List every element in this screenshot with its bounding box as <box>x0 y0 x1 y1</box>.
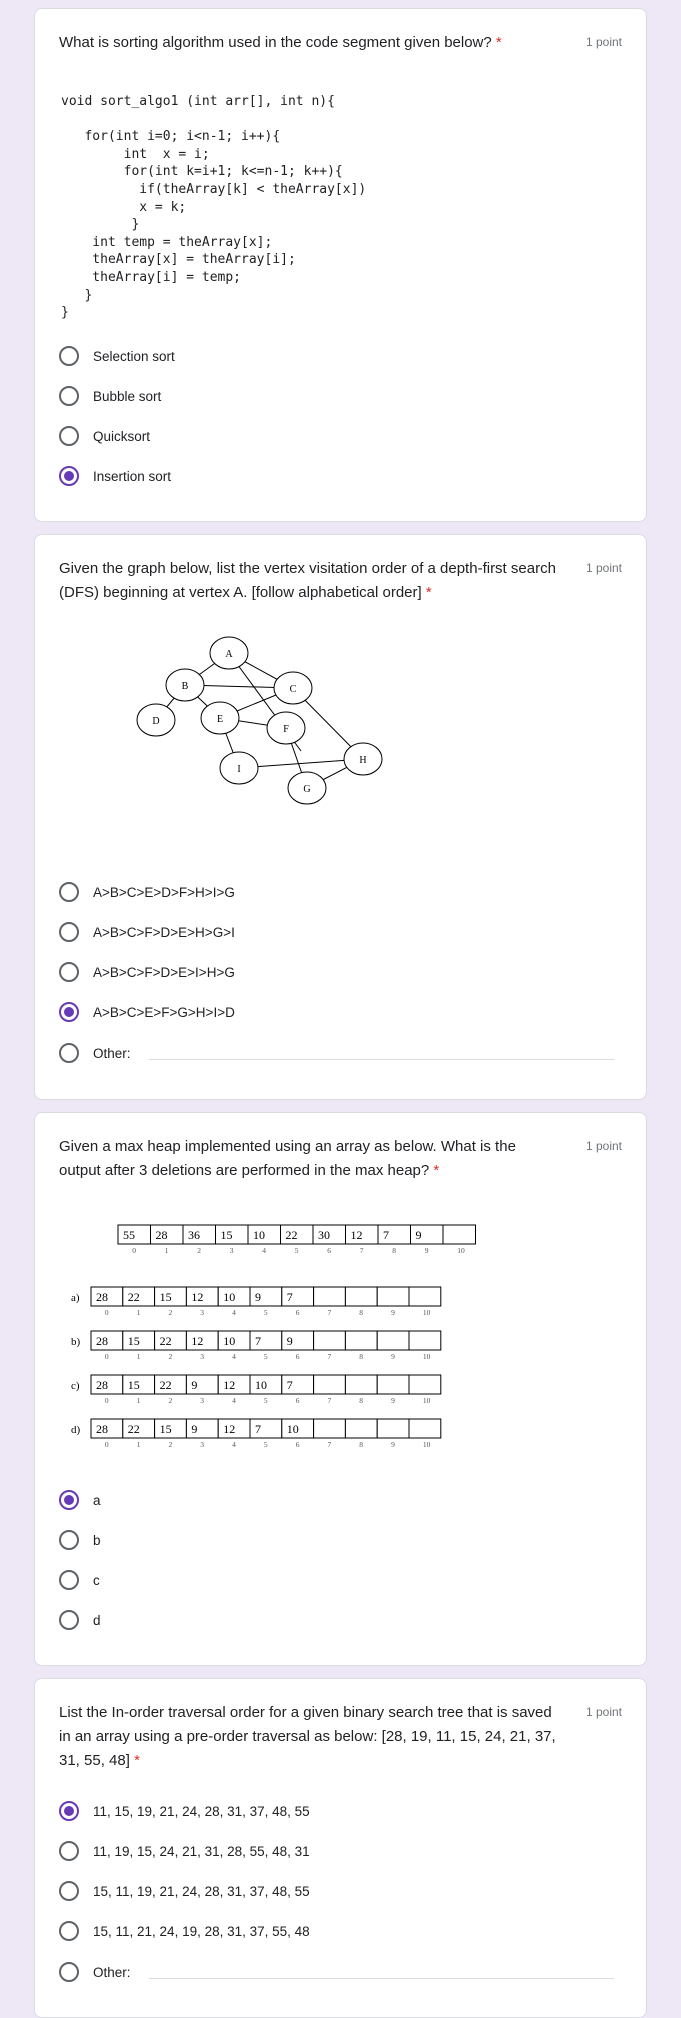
radio-button[interactable] <box>59 426 79 446</box>
question-title: Given a max heap implemented using an array as below. What is the output after 3 deletions are performed in the max heap? * <box>59 1138 516 1179</box>
option-quicksort[interactable] <box>59 424 619 448</box>
option-label: A>B>C>E>D>F>H>I>G <box>93 884 235 900</box>
array-cell-value: 7 <box>383 1228 389 1242</box>
graph-node-label: A <box>225 649 233 660</box>
required-mark: * <box>134 1752 140 1769</box>
array-index: 7 <box>359 1246 364 1255</box>
option-inorder-2[interactable] <box>59 1839 619 1863</box>
array-index: 10 <box>457 1246 465 1255</box>
array-index: 8 <box>392 1246 396 1255</box>
array-cell-value: 12 <box>350 1228 363 1242</box>
option-label: Other: <box>93 1964 131 1980</box>
array-cell-value: 7 <box>255 1422 261 1436</box>
array-index: 8 <box>359 1440 364 1449</box>
array-index: 4 <box>232 1352 236 1361</box>
array-cell <box>377 1375 409 1394</box>
array-index: 10 <box>422 1308 431 1317</box>
answer-array-label: a) <box>71 1292 80 1304</box>
array-cell-value: 15 <box>220 1228 233 1242</box>
array-index: 10 <box>422 1352 431 1361</box>
radio-button[interactable] <box>59 1043 79 1063</box>
array-index: 1 <box>136 1440 141 1449</box>
radio-button[interactable] <box>59 1841 79 1861</box>
array-cell <box>409 1287 441 1306</box>
option-inorder-3[interactable] <box>59 1879 619 1903</box>
array-cell-value: 22 <box>127 1422 140 1436</box>
array-index: 0 <box>104 1308 109 1317</box>
option-dfs-4[interactable] <box>59 1000 619 1024</box>
question-title: What is sorting algorithm used in the code segment given below? * <box>59 34 502 51</box>
graph-node-label: D <box>152 716 160 727</box>
required-mark: * <box>425 584 432 601</box>
graph-node-label: B <box>181 681 189 692</box>
array-cell-value: 36 <box>188 1228 200 1242</box>
option-label: Bubble sort <box>93 388 162 404</box>
array-cell-value: 15 <box>127 1378 140 1392</box>
array-cell-value: 28 <box>96 1290 108 1304</box>
graph-node-label: G <box>303 784 311 795</box>
option-label: A>B>C>E>F>G>H>I>D <box>93 1004 235 1020</box>
option-dfs-3[interactable] <box>59 960 619 984</box>
array-index: 7 <box>327 1308 332 1317</box>
required-mark: * <box>433 1162 440 1179</box>
array-cell <box>345 1375 377 1394</box>
option-label: d <box>93 1612 101 1628</box>
array-index: 4 <box>232 1308 236 1317</box>
option-label: Selection sort <box>93 348 175 364</box>
option-inorder-4[interactable] <box>59 1919 619 1943</box>
array-cell <box>409 1375 441 1394</box>
array-cell-value: 9 <box>191 1422 198 1436</box>
radio-button-selected[interactable] <box>59 1801 79 1821</box>
array-index: 10 <box>422 1396 431 1405</box>
array-index: 5 <box>263 1308 268 1317</box>
array-cell <box>314 1331 346 1350</box>
question-card-dfs <box>34 534 647 1100</box>
graph-node-label: F <box>283 724 289 735</box>
option-label: Quicksort <box>93 428 151 444</box>
array-index: 6 <box>295 1440 300 1449</box>
heap-array <box>118 1225 476 1255</box>
array-cell-value: 55 <box>123 1228 135 1242</box>
array-index: 6 <box>327 1246 331 1255</box>
radio-button[interactable] <box>59 962 79 982</box>
array-index: 3 <box>229 1246 234 1255</box>
array-cell-value: 9 <box>415 1228 422 1242</box>
array-index: 3 <box>200 1396 205 1405</box>
question-points: 1 point <box>585 35 622 49</box>
option-label: 15, 11, 21, 24, 19, 28, 31, 37, 55, 48 <box>93 1923 310 1939</box>
array-cell-value: 22 <box>285 1228 298 1242</box>
array-index: 9 <box>424 1246 429 1255</box>
required-mark: * <box>495 34 502 51</box>
answer-array-label: d) <box>71 1424 81 1436</box>
array-cell <box>345 1331 377 1350</box>
question-card-inorder <box>34 1678 647 2018</box>
option-c[interactable] <box>59 1568 619 1592</box>
array-index: 7 <box>327 1352 332 1361</box>
answer-array-label: c) <box>71 1380 80 1392</box>
array-index: 5 <box>263 1352 268 1361</box>
graph-node-label: C <box>289 684 297 695</box>
array-cell-value: 22 <box>159 1334 172 1348</box>
radio-button[interactable] <box>59 1610 79 1630</box>
other-text-input[interactable] <box>149 1059 614 1060</box>
array-index: 9 <box>391 1396 395 1405</box>
array-index: 2 <box>168 1396 173 1405</box>
array-index: 1 <box>136 1396 141 1405</box>
array-index: 4 <box>262 1246 266 1255</box>
array-cell-value: 10 <box>223 1290 236 1304</box>
array-index: 2 <box>168 1308 173 1317</box>
option-dfs-1[interactable] <box>59 880 619 904</box>
option-label: Insertion sort <box>93 468 172 484</box>
array-cell <box>443 1225 476 1244</box>
array-cell-value: 30 <box>318 1228 330 1242</box>
array-cell-value: 28 <box>96 1378 108 1392</box>
radio-button[interactable] <box>59 1570 79 1590</box>
array-index: 0 <box>104 1440 109 1449</box>
option-label: A>B>C>F>D>E>I>H>G <box>93 964 235 980</box>
array-cell-value: 15 <box>159 1290 172 1304</box>
array-cell-value: 22 <box>127 1290 140 1304</box>
array-cell-value: 9 <box>286 1334 293 1348</box>
answer-array-label: b) <box>71 1336 81 1348</box>
array-cell <box>377 1331 409 1350</box>
array-index: 9 <box>391 1308 395 1317</box>
graph-node-label: I <box>237 764 241 775</box>
answer-array <box>91 1287 441 1317</box>
option-bubble-sort[interactable] <box>59 384 619 408</box>
answer-array <box>91 1419 441 1449</box>
array-index: 0 <box>104 1352 109 1361</box>
array-cell-value: 12 <box>223 1422 236 1436</box>
array-index: 1 <box>136 1308 141 1317</box>
array-cell <box>314 1419 346 1438</box>
option-selection-sort[interactable] <box>59 344 619 368</box>
graph-labels <box>75 643 415 821</box>
question-points: 1 point <box>585 561 622 575</box>
question-card-sorting <box>34 8 647 522</box>
array-cell-value: 9 <box>255 1290 261 1304</box>
array-index: 3 <box>200 1308 205 1317</box>
array-cell-value: 22 <box>159 1378 172 1392</box>
array-index: 0 <box>132 1246 136 1255</box>
array-index: 6 <box>295 1352 300 1361</box>
code-segment: void sort_algo1 (int arr[], int n){ for(int i=0; i<n-1; i++){ int x = i; for(int k=i+1; k<=n-1; k++){ if(theArray[k] < theArray[x]) x = k; } int temp = theArray[x]; theArray[x] = theArray[i]; theArray[i] = temp; } } <box>61 94 367 321</box>
array-index: 2 <box>168 1352 173 1361</box>
array-index: 0 <box>104 1396 109 1405</box>
answer-array <box>91 1331 441 1361</box>
radio-button[interactable] <box>59 1962 79 1982</box>
array-cell <box>345 1419 377 1438</box>
option-dfs-2[interactable] <box>59 920 619 944</box>
array-index: 2 <box>197 1246 201 1255</box>
array-index: 5 <box>263 1396 268 1405</box>
other-text-input[interactable] <box>149 1978 614 1979</box>
option-label: a <box>93 1492 101 1508</box>
array-cell-value: 7 <box>255 1334 261 1348</box>
array-cell-value: 12 <box>223 1378 236 1392</box>
array-index: 8 <box>359 1352 364 1361</box>
array-index: 5 <box>294 1246 299 1255</box>
array-index: 2 <box>168 1440 173 1449</box>
radio-button[interactable] <box>59 1921 79 1941</box>
option-other[interactable] <box>59 1041 619 1065</box>
array-index: 8 <box>359 1308 364 1317</box>
radio-button[interactable] <box>59 386 79 406</box>
array-cell <box>377 1419 409 1438</box>
array-index: 1 <box>136 1352 141 1361</box>
option-label: Other: <box>93 1045 131 1061</box>
radio-button-selected[interactable] <box>59 466 79 486</box>
radio-button[interactable] <box>59 1881 79 1901</box>
array-cell-value: 12 <box>191 1290 204 1304</box>
question-points: 1 point <box>585 1139 622 1153</box>
array-index: 5 <box>263 1440 268 1449</box>
array-cell-value: 7 <box>286 1290 293 1304</box>
radio-button-selected[interactable] <box>59 1002 79 1022</box>
array-cell-value: 15 <box>127 1334 140 1348</box>
array-cell-value: 15 <box>159 1422 172 1436</box>
option-label: A>B>C>F>D>E>H>G>I <box>93 924 235 940</box>
array-index: 9 <box>391 1352 395 1361</box>
graph-node-label: E <box>216 714 224 725</box>
array-cell <box>345 1287 377 1306</box>
option-label: 11, 19, 15, 24, 21, 31, 28, 55, 48, 31 <box>93 1843 310 1859</box>
array-cell-value: 10 <box>286 1422 299 1436</box>
option-d[interactable] <box>59 1608 619 1632</box>
array-cell-value: 28 <box>155 1228 168 1242</box>
radio-button-selected[interactable] <box>59 1490 79 1510</box>
option-insertion-sort[interactable] <box>59 464 619 488</box>
heap-arrays-figure <box>55 1221 465 1481</box>
radio-button[interactable] <box>59 922 79 942</box>
option-b[interactable] <box>59 1528 619 1552</box>
option-label: b <box>93 1532 101 1548</box>
array-cell <box>314 1375 346 1394</box>
array-index: 4 <box>232 1396 236 1405</box>
radio-button[interactable] <box>59 882 79 902</box>
question-points: 1 point <box>585 1705 622 1719</box>
array-index: 3 <box>200 1440 205 1449</box>
radio-button[interactable] <box>59 346 79 366</box>
array-index: 9 <box>391 1440 395 1449</box>
option-other[interactable] <box>59 1960 619 1984</box>
array-cell-value: 28 <box>96 1422 108 1436</box>
array-index: 3 <box>200 1352 205 1361</box>
array-index: 6 <box>295 1308 300 1317</box>
question-title: Given the graph below, list the vertex visitation order of a depth-first search (DFS) beginning at vertex A. [follow alphabetical order] * <box>59 560 556 601</box>
array-cell-value: 7 <box>286 1378 293 1392</box>
option-label: 15, 11, 19, 21, 24, 28, 31, 37, 48, 55 <box>93 1883 310 1899</box>
array-index: 8 <box>359 1396 364 1405</box>
question-card-max-heap <box>34 1112 647 1666</box>
option-inorder-1[interactable] <box>59 1799 619 1823</box>
array-cell-value: 28 <box>96 1334 108 1348</box>
option-label: c <box>93 1572 100 1588</box>
option-label: 11, 15, 19, 21, 24, 28, 31, 37, 48, 55 <box>93 1803 310 1819</box>
option-a[interactable] <box>59 1488 619 1512</box>
question-title: List the In-order traversal order for a given binary search tree that is saved in an array using a pre-order traversal as below: [28, 19, 11, 15, 24, 21, 37, 31, 55, 48] * <box>59 1704 556 1769</box>
array-cell-value: 10 <box>223 1334 236 1348</box>
array-index: 1 <box>164 1246 169 1255</box>
array-index: 10 <box>422 1440 431 1449</box>
array-index: 7 <box>327 1396 332 1405</box>
radio-button[interactable] <box>59 1530 79 1550</box>
array-index: 4 <box>232 1440 236 1449</box>
answer-array <box>91 1375 441 1405</box>
array-cell-value: 9 <box>191 1378 198 1392</box>
array-index: 6 <box>295 1396 300 1405</box>
array-cell-value: 10 <box>253 1228 265 1242</box>
array-cell <box>377 1287 409 1306</box>
array-cell <box>409 1331 441 1350</box>
array-cell <box>409 1419 441 1438</box>
array-index: 7 <box>327 1440 332 1449</box>
graph-node-label: H <box>359 755 367 766</box>
array-cell-value: 10 <box>255 1378 267 1392</box>
array-cell <box>314 1287 346 1306</box>
array-cell-value: 12 <box>191 1334 204 1348</box>
